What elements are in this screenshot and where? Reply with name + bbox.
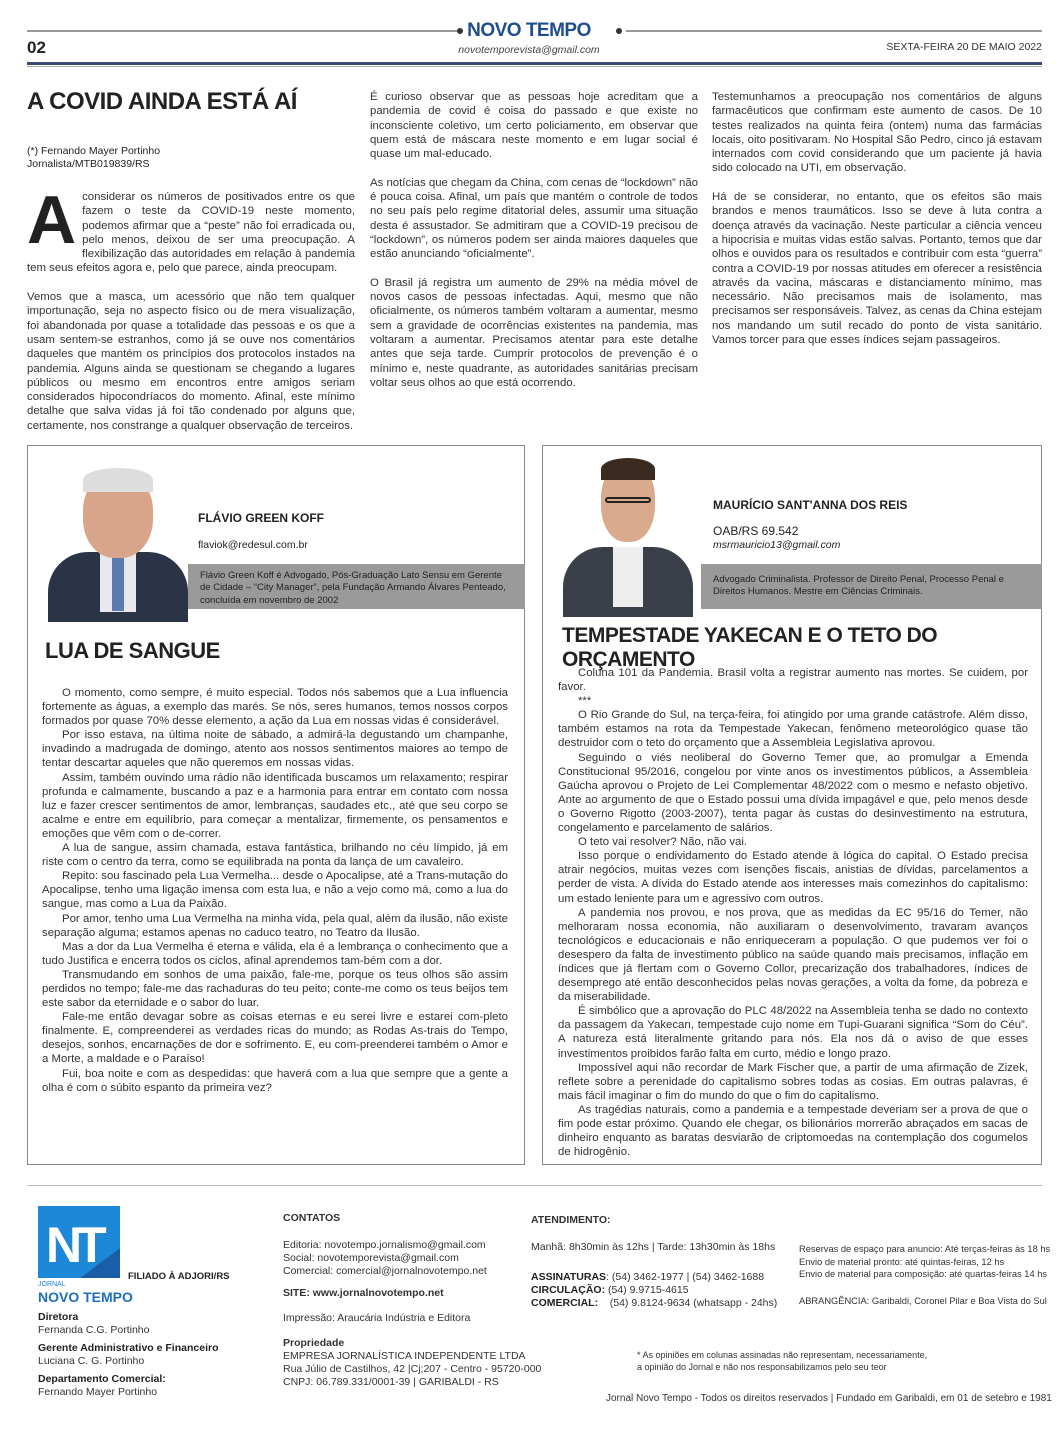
deadline: Envio de material para composição: até quartas-feiras 14 hs [799,1269,1048,1279]
contact-line[interactable]: Editoria: novotempo.jornalismo@gmail.com [283,1239,486,1251]
logo-small-text: JORNAL [38,1281,66,1288]
paragraph: É curioso observar que as pessoas hoje acreditam que a pandemia de covid é coisa do passado e que existe no inconsciente coletivo, um certo policiamento, em observar que quem está de máscara neste momento e em lugar social é quase um mal-educado. [370,91,698,161]
contact-line[interactable]: Comercial: comercial@jornalnovotempo.net [283,1265,487,1277]
service-hours: Manhã: 8h30min às 12hs | Tarde: 13h30min às 18hs [531,1241,776,1253]
paragraph: O Rio Grande do Sul, na terça-feira, foi atingido por uma grande catástrofe. Além disso, também estamos na rota da Tempestade Yakecan, fenômeno meteorológico quase tão destruidor com o teto do orçamento que a Assembleia Legislativa aprovou. [558,709,1028,750]
logo-letters: NT [46,1217,101,1273]
paragraph: Transmudando em sonhos de uma paixão, fale-me, porque os teus olhos são assim perdidos no tempo; fale-me das rachaduras do teu peito; conte-me como os teus beijos tem este sabor da eternidade e o sabor do luar. [42,968,508,1010]
article-title: A COVID AINDA ESTÁ AÍ [27,88,297,115]
column-title: LUA DE SANGUE [45,638,220,663]
staff-role: Departamento Comercial: [38,1373,166,1385]
phone-label: CIRCULAÇÃO: [531,1284,606,1296]
article-column-1 [27,182,355,432]
paragraph: A pandemia nos provou, e nos prova, que as medidas da EC 95/16 do Temer, não melhoraram nossa economia, não auxiliaram o desenvolvimento, travaram avanços tecnológicos e educacionais e não enriqueceram a população. O que pudemos ver foi o desespero da falta de investimento público na saúde quando mais precisamos, inflação em índices que já flertam com o Governo Collor, precarização dos trabalhadores, índices de desemprego até então desconhecidos pelas novas gerações, a volta da fome, da pobreza e da miserabilidade. [558,906,1028,1004]
column-text [42,686,508,1095]
staff-role: Gerente Administrativo e Financeiro [38,1342,219,1354]
site-link[interactable]: SITE: www.jornalnovotempo.net [283,1287,444,1299]
deadline: Reservas de espaço para anuncio: Até terças-feiras às 18 hs [799,1244,1051,1254]
phone-value: (54) 9.9715-4615 [608,1284,689,1296]
paragraph: O momento, como sempre, é muito especial. Todos nós sabemos que a Lua influencia fortemente as águas, a exemplo das marés. Se nós, seres humanos, temos nossos corpos formados por quase 70% desse elemento, a ação da Lua em nossas vidas é considerável. [42,687,508,728]
staff-name: Fernando Mayer Portinho [38,1386,158,1398]
page-number: 02 [27,38,46,57]
coverage: ABRANGÊNCIA: Garibaldi, Coronel Pilar e Boa Vista do Sul [799,1295,1047,1306]
author: (*) Fernando Mayer Portinho [27,145,161,157]
paragraph: As tragédias naturais, como a pandemia e a tempestade deveriam ser a prova de que o fim pode estar próximo. Quando ele chegar, os bilionários morrerão abraçados em sacas de dinheiro enquanto as baratas desviarão de criptomoedas na contemplação dos cogumelos de hidrogênio. [558,1103,1028,1159]
article-column-3 [712,90,1042,410]
contacts-title: CONTATOS [283,1212,341,1224]
columnist-bio: Advogado Criminalista. Professor de Direito Penal, Processo Penal e Direitos Humanos. Mestre em Ciências Criminais. [701,564,1042,609]
columnist-oab: OAB/RS 69.542 [713,524,799,538]
paragraph: Por isso estava, na última noite de sábado, a admirá-la degustando um champanhe, invadindo a madrugada de domingo, atento aos nossos sentimentos maiores ao tempo de tentar descartar aqueles que não queremos em nossas vidas. [42,729,508,770]
columnist-bio: Flávio Green Koff é Advogado, Pós-Graduação Lato Sensu em Gerente de Cidade – “City Manager”, pela Fundação Armando Álvares Penteado, concluída em novembro de 2002 [188,564,525,609]
service-title: ATENDIMENTO: [531,1214,611,1226]
property-line: EMPRESA JORNALÍSTICA INDEPENDENTE LTDA [283,1350,526,1362]
paragraph: Fui, boa noite e com as despedidas: que haverá com a lua que sempre que a gente a olha é com o súbito espanto da primeira vez? [42,1067,508,1094]
credential: Jornalista/MTB019839/RS [27,158,150,170]
property-line: Rua Júlio de Castilhos, 42 |Cj;207 - Centro - 95720-000 [283,1363,542,1375]
paragraph: É simbólico que a aprovação do PLC 48/2022 na Assembleia tenha se dado no contexto da passagem da Yakecan, tempestade cujo nome em Tupi-Guarani significa “Som do Céu”. A natureza está literalmente gritando para nós. Ela nos dá o aviso de que esses investimentos proibidos farão falta em curto, médio e longo prazo. [558,1005,1028,1060]
logo-name: NOVO TEMPO [38,1289,133,1305]
author-photo [38,452,198,607]
drop-cap: A [27,182,77,258]
staff-name: Fernanda C.G. Portinho [38,1324,150,1336]
phone-value: (54) 9.8124-9634 (whatsapp - 24hs) [609,1297,778,1309]
newspaper-brand: NOVO TEMPO [467,20,591,41]
newspaper-logo [38,1206,120,1278]
paragraph: A lua de sangue, assim chamada, estava fantástica, brilhando no céu límpido, já em riste com o centro da terra, como se equilibrada na ponta da lança de um cavaleiro. [42,842,508,869]
paragraph: Repito: sou fascinado pela Lua Vermelha... desde o Apocalipse, até a Trans-mutação do Apocalipse, tenho uma ligação imensa com esta lua, e não a vejo como má, como a lua do sangue, mas como a Lua da Paixão. [42,870,508,911]
staff-role: Diretora [38,1311,79,1323]
paragraph: Coluna 101 da Pandemia. Brasil volta a registrar aumento nas mortes. Se cuidem, por favor. [558,667,1028,694]
property-line: CNPJ: 06.789.331/0001-39 | GARIBALDI - RS [283,1376,499,1388]
paragraph: O Brasil já registra um aumento de 29% na média móvel de novos casos de pessoas infectadas. Aqui, mesmo que não oficialmente, os números também voltaram a aumentar, mesmo sem a gravidade de ocorrências existentes na pandemia, mas voltaram a aumentar. Precisamos atentar para este detalhe antes que seja tarde. Cumprir protocolos de prevenção é o mínimo e, neste quadrante, as autoridades sanitárias precisam voltar seus olhos ao que está ocorrendo. [370,276,698,389]
columnist-email: msrmauricio13@gmail.com [713,539,841,551]
article-column-2 [370,90,698,410]
paragraph: Há de se considerar, no entanto, que os efeitos são mais brandos e menos traumáticos. Isso se deve à luta contra a doença através da vacinação. Neste particular a ciência venceu a hipocrisia e muitas vidas estão salvas. Portanto, temos que dar olhos e ouvidos para os resultados e contribuir com esta “guerra” contra a COVID-19 por nossas atitudes em oferecer a resistência através da vacina, máscaras e distanciamento mínimo, mas necessário. Não precisamos mais de isolamento, mas precisamos ser responsáveis. Talvez, as cenas da China estejam nos mandando um sutil recado do ponto de vista sanitário. Vamos torcer para que esses índices sejam passageiros. [712,191,1042,347]
staff-name: Luciana C. G. Portinho [38,1355,145,1367]
column-box-flavio [27,445,525,1165]
article-byline [27,145,160,171]
contacts [283,1212,541,1389]
issue-date: SEXTA-FEIRA 20 DE MAIO 2022 [886,41,1042,53]
columnist-name: MAURÍCIO SANT'ANNA DOS REIS [713,498,908,512]
paragraph: Vemos que a masca, um acessório que não tem qualquer importunação, seja no aspecto físico ou de mera visualização, foi abandonada por quase a totalidade das pessoas e os que a usam sentem-se estranhos, como já se ouve nos comentários daqueles que mantém os princípios dos protocolos instados na pandemia. Alguns ainda se questionam se chegando a lugares públicos ou mesmo em encontros entre amigos seriam considerados hipocondríacos do momento. Afinal, este mínimo detalhe que salva vidas já foi tão condenado por alguns que, certamente, nos constrange a qualquer observação de terceiros. [27,291,355,432]
paragraph: Assim, também ouvindo uma rádio não identificada buscamos um relaxamento; respirar profunda e calmamente, buscando a paz e a harmonia para entrar em contato com nossa luz e fazer crescer sentimentos de amor, lembranças, saudades etc., até que seu corpo se acalme e entre em equilíbrio, para começar a mentalizar, firmemente, os pensamentos e emoções que vêm com o de-correr. [42,771,508,840]
phone-value: : (54) 3462-1977 | (54) 3462-1688 [606,1271,765,1283]
columnist-email: flaviok@redesul.com.br [198,539,308,551]
author-photo [558,452,698,607]
phone-label: ASSINATURAS [531,1271,607,1283]
column-title: TEMPESTADE YAKECAN E O TETO DO ORÇAMENTO [562,624,938,671]
footer-rule [27,1185,1042,1186]
column-text [558,666,1028,1159]
columnist-name: FLÁVIO GREEN KOFF [198,511,324,525]
paragraph: Mas a dor da Lua Vermelha é eterna e válida, ela é a lembrança o conhecimento que a tudo Justifica e encerra todos os ciclos, afinal aprendemos tam-bém com a dor. [42,940,508,967]
disclaimer [637,1349,927,1373]
contact-line[interactable]: Social: novotemporevista@gmail.com [283,1252,459,1264]
disclaimer-line: a opinião do Jornal e não nos responsabilizamos pelo seu teor [637,1362,887,1372]
disclaimer-line: * As opiniões em colunas assinadas não representam, necessariamente, [637,1350,928,1360]
header-bar-thin [27,66,1042,67]
paragraph: As notícias que chegam da China, com cenas de “lockdown” não é pouca coisa. Afinal, um país que mantém o controle de todos no seu país pelo regime ditatorial deles, assumir uma situação desta é assustador. Se admitiram que a COVID-19 precisou de “lockdown”, os números podem ser ainda maiores daqueles que estão anunciando “oficialmente”. [370,176,698,261]
paragraph: Isso porque o endividamento do Estado atende à lógica do capital. O Estado precisa atrair negócios, muitas vezes com isenções fiscais, anistias de dívidas, parcelamentos a perder de vista. A dívida do Estado atende aos interesses mais comezinhos do capitalismo: um estado leniente para um e agressivo com outros. [558,850,1028,905]
paragraph: *** [578,695,592,708]
deadline: Envio de material pronto: até quintas-feiras, 12 hs [799,1256,1005,1267]
property-title: Propriedade [283,1337,345,1349]
staff-list [38,1311,219,1399]
column-box-mauricio [542,445,1042,1165]
affiliation: FILIADO À ADJORI/RS [128,1271,230,1282]
paragraph: Impossível aqui não recordar de Mark Fischer que, a partir de uma afirmação de Zizek, reflete sobre a perenidade do capitalismo sobres todas as cosias. Em outras palavras, é mais fácil imaginar o fim do mundo do que o fim do capitalismo. [558,1061,1028,1102]
header-email: novotemporevista@gmail.com [458,44,600,56]
deadlines [799,1243,1050,1307]
paragraph: Por amor, tenho uma Lua Vermelha na minha vida, pela qual, além da ilusão, não existe separação alguma; estamos apenas no caduco teatro, no Teatro da Ilusão. [42,912,508,939]
print-info: Impressão: Araucária Indústria e Editora [283,1312,471,1324]
paragraph: O teto vai resolver? Não, não vai. [578,836,748,849]
paragraph: considerar os números de positivados entre os que fazem o teste da COVID-19 neste momento, podemos afirmar que a “peste” não foi erradicada ou, pelo menos, deixou de ser uma preocupação. A flexibilização das autoridades em relação à pandemia tem seus efeitos agora e, pelo que parece, ainda preocupam. [27,191,355,275]
paragraph: Seguindo o viés neoliberal do Governo Temer que, ao promulgar a Emenda Constitucional 95/2016, congelou por vinte anos os investimentos públicos, a Assembleia Gaúcha aprovou o Projeto de Lei Complementar 48/2022 com o mesmo e nefasto objetivo. Ante ao argumento de que o Estado possui uma dívida impagável e que, pelo menos desde o Governo Rigotto (2003-2007), tenta pagar às custas do desinvestimento na estrutura, congelamento e parcelamento de salários. [558,751,1028,835]
header-bar [27,62,1042,65]
service-info [531,1214,777,1310]
paragraph: Testemunhamos a preocupação nos comentários de alguns farmacêuticos que confirmam este aumento de casos. De 10 testes realizados na quinta feira (ontem) numa das farmácias locais, oito positivaram. No Hospital São Pedro, cinco já estavam internados com covid considerando que um paciente já havia sido colocado na UTI, em observação. [712,91,1042,175]
rights: Jornal Novo Tempo - Todos os direitos reservados | Fundado em Garibaldi, em 01 de setebro e 1981 [606,1393,1052,1404]
paragraph: Fale-me então devagar sobre as coisas eternas e eu serei livre e estarei com-pleto finalmente. E, compreenderei as verdades ricas do mundo; as Rodas As-trais do Tempo, desejos, sonhos, encarnações de dor e sofrimento. E, eu com-preenderei também o Amor e a Morte, a maldade e o Paraíso! [42,1011,508,1066]
phone-label: COMERCIAL: [531,1297,599,1309]
